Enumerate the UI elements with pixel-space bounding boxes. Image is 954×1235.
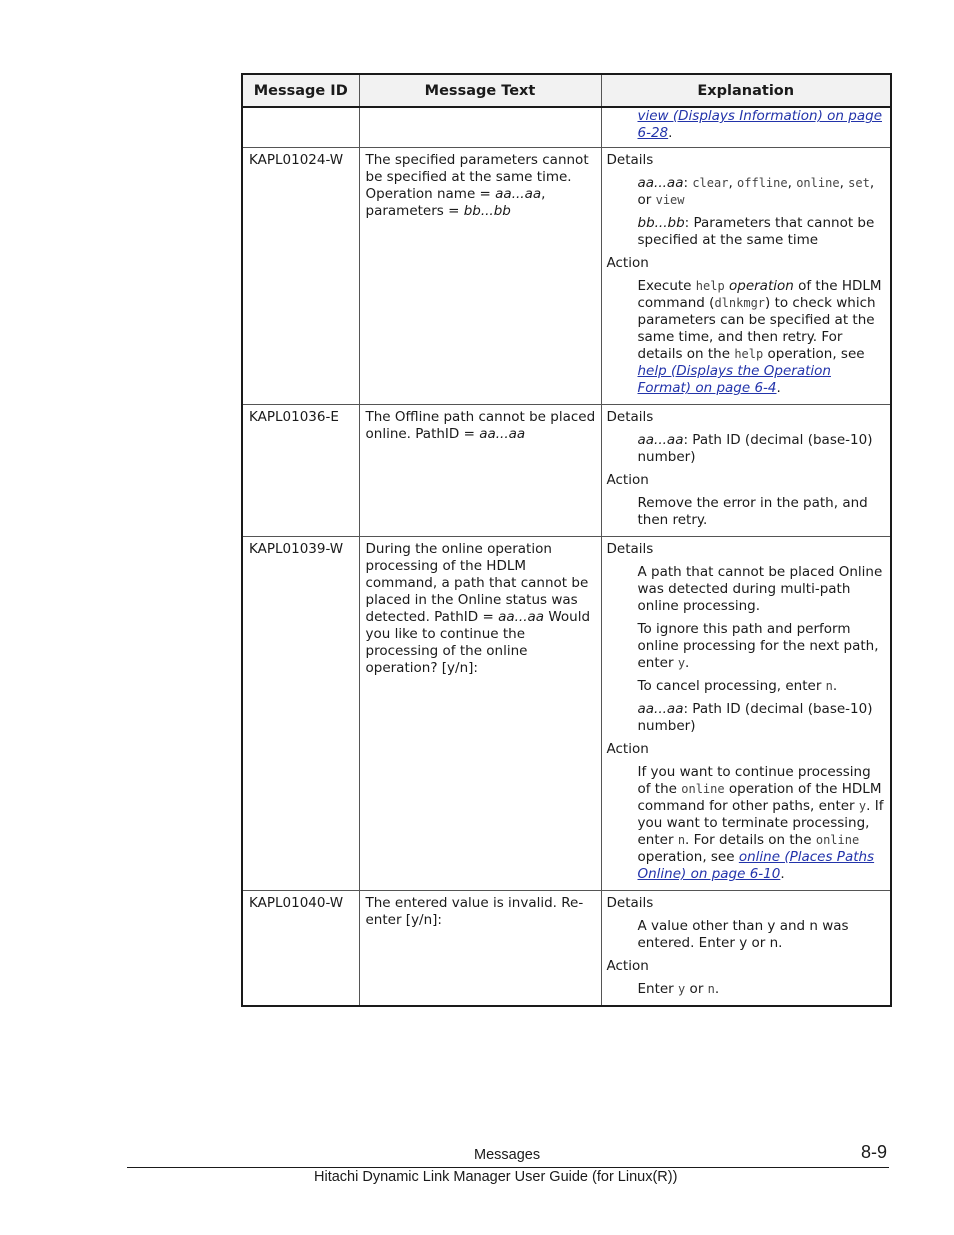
action-label: Action (606, 958, 649, 974)
action-paragraph: Remove the error in the path, and then retry. (637, 495, 868, 528)
details-paragraph: To cancel processing, enter n. (637, 678, 838, 694)
details-paragraph: aa...aa: clear, offline, online, set, or view (637, 175, 875, 208)
message-text: During the online operation processing of the HDLM command, a path that cannot be placed in the Online status was detected. PathID = aa...aa Would you like to continue the processing of the online operation? [y/n]: (359, 537, 601, 891)
header-explanation: Explanation (601, 74, 891, 107)
details-paragraph: A value other than y and n was entered. Enter y or n. (637, 918, 849, 951)
footer-section-title: Messages (474, 1147, 541, 1163)
footer-book-title: Hitachi Dynamic Link Manager User Guide (for Linux(R)) (314, 1169, 678, 1185)
action-label: Action (606, 255, 649, 271)
details-label: Details (606, 409, 654, 425)
message-id: KAPL01039-W (242, 537, 359, 891)
message-id: KAPL01024-W (242, 148, 359, 405)
details-paragraph: bb...bb: Parameters that cannot be specified at the same time (637, 215, 875, 248)
header-message-id: Message ID (242, 74, 359, 107)
details-paragraph: To ignore this path and perform online processing for the next path, enter y. (637, 621, 879, 671)
page-number: 8-9 (861, 1142, 888, 1162)
table-row (242, 148, 891, 405)
action-paragraph: Execute help operation of the HDLM command (dlnkmgr) to check which parameters can be specified at the same time, and then retry. For details on the help operation, see help (Displays the Operation Format) on page 6-4. (637, 278, 882, 396)
message-id: KAPL01036-E (242, 405, 359, 537)
details-paragraph: A path that cannot be placed Online was detected during multi-path online processing. (637, 564, 883, 614)
table-row (242, 891, 891, 1007)
explanation (601, 148, 891, 405)
action-paragraph: Enter y or n. (637, 981, 720, 997)
message-id: KAPL01040-W (242, 891, 359, 1007)
table-row (242, 107, 891, 148)
help-command-link[interactable]: help (Displays the Operation Format) on page 6-4 (637, 363, 831, 396)
explanation (601, 405, 891, 537)
explanation-cell: view (Displays Information) on page 6-28. (601, 107, 891, 148)
online-command-link[interactable]: online (Places Paths Online) on page 6-10 (637, 849, 875, 882)
header-message-text: Message Text (359, 74, 601, 107)
action-label: Action (606, 472, 649, 488)
message-text: The Offline path cannot be placed online. PathID = aa...aa (359, 405, 601, 537)
messages-table (241, 73, 892, 1007)
action-paragraph: If you want to continue processing of the online operation of the HDLM command for other paths, enter y. If you want to terminate processing, enter n. For details on the online operation, see online (Places Paths Online) on page 6-10. (637, 764, 884, 882)
message-text: The specified parameters cannot be specified at the same time. Operation name = aa...aa, parameters = bb...bb (359, 148, 601, 405)
message-text: The entered value is invalid. Re-enter [y/n]: (359, 891, 601, 1007)
table-row (242, 405, 891, 537)
text-cell (359, 107, 601, 148)
action-label: Action (606, 741, 649, 757)
view-command-link[interactable]: view (Displays Information) on page 6-28 (637, 108, 882, 141)
id-cell (242, 107, 359, 148)
explanation (601, 891, 891, 1007)
details-paragraph: aa...aa: Path ID (decimal (base-10) number) (637, 701, 873, 734)
details-label: Details (606, 152, 654, 168)
details-label: Details (606, 541, 654, 557)
explanation (601, 537, 891, 891)
details-paragraph: aa...aa: Path ID (decimal (base-10) number) (637, 432, 873, 465)
footer-divider (127, 1167, 889, 1168)
table-header-row (242, 74, 891, 107)
table-row (242, 537, 891, 891)
details-label: Details (606, 895, 654, 911)
